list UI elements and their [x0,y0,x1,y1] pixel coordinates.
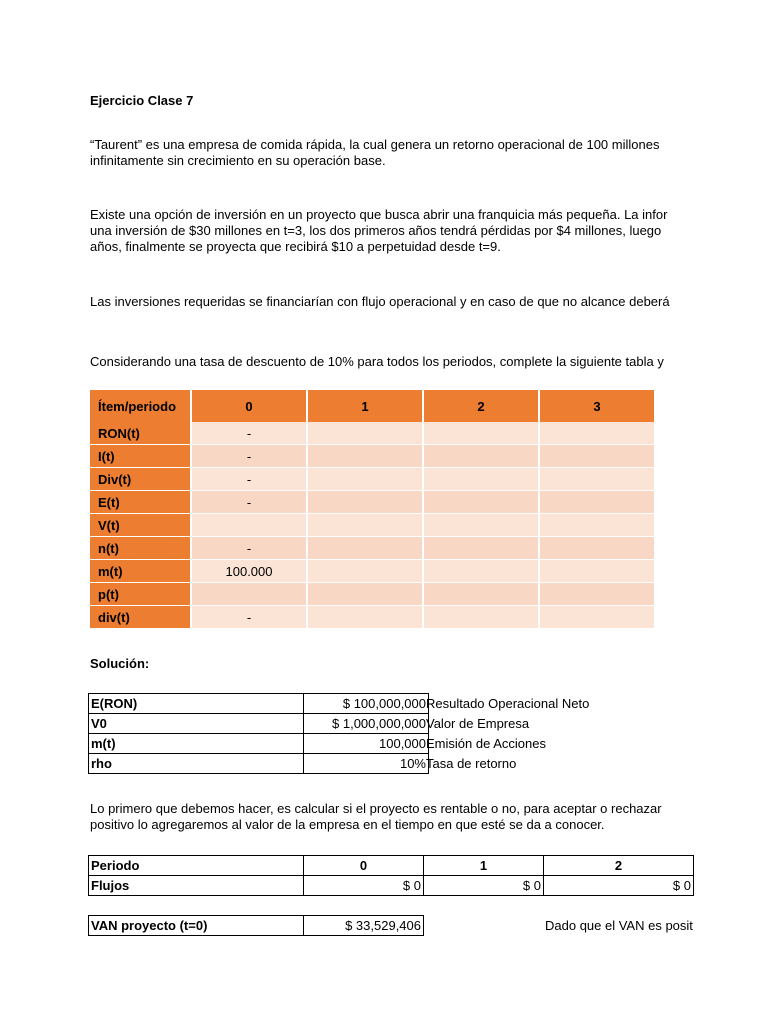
paragraph-line: Considerando una tasa de descuento de 10% para todos los periodos, complete la siguiente tabla y [90,354,664,369]
cell: $ 0 [424,876,544,896]
table-row [90,468,656,491]
paragraph-line: Existe una opción de inversión en un proyecto que busca abrir una franquicia más pequeña. La infor [90,207,668,222]
row-label: m(t) [90,560,192,583]
header-cell: 0 [304,856,424,876]
cell [540,560,656,583]
table-row [89,876,694,896]
param-label: m(t) [89,734,304,754]
paragraph-line: años, finalmente se proyecta que recibirá $10 a perpetuidad desde t=9. [90,239,501,254]
table-header-row [90,390,656,422]
header-cell: 2 [424,390,540,422]
cell [192,514,308,537]
header-cell: Periodo [89,856,304,876]
row-label: RON(t) [90,422,192,445]
paragraph-line: una inversión de $30 millones en t=3, los dos primeros años tendrá pérdidas por $4 millones, luego [90,223,662,238]
row-label: div(t) [90,606,192,629]
param-label: rho [89,754,304,774]
param-label: V0 [89,714,304,734]
cell [424,583,540,606]
cell [308,583,424,606]
row-label: Div(t) [90,468,192,491]
cell [540,583,656,606]
param-description: Tasa de retorno [426,756,517,771]
row-label: E(t) [90,491,192,514]
cell [424,606,540,629]
cell [308,422,424,445]
table-header-row [89,856,694,876]
van-value: $ 33,529,406 [304,916,424,936]
paragraph-line: positivo lo agregaremos al valor de la empresa en el tiempo en que esté se da a conocer. [90,817,605,832]
table-row [90,445,656,468]
table-row [90,491,656,514]
document-title: Ejercicio Clase 7 [90,93,194,108]
row-label: n(t) [90,537,192,560]
cell [308,514,424,537]
table-row [89,714,429,734]
cell [540,422,656,445]
solution-label: Solución: [90,656,150,671]
cell [424,491,540,514]
table-row [89,734,429,754]
cell: - [192,422,308,445]
cell [540,537,656,560]
cell [308,560,424,583]
param-value: 10% [304,754,429,774]
cell [540,606,656,629]
cell [308,468,424,491]
paragraph-line: infinitamente sin crecimiento en su operación base. [90,153,386,168]
param-value: $ 100,000,000 [304,694,429,714]
cell: - [192,491,308,514]
params-table [88,693,429,774]
table-row [89,916,424,936]
table-row [90,560,656,583]
row-label: V(t) [90,514,192,537]
cell [424,560,540,583]
table-row [89,694,429,714]
param-value: $ 1,000,000,000 [304,714,429,734]
cell [540,514,656,537]
header-cell: 0 [192,390,308,422]
paragraph-line: Las inversiones requeridas se financiarían con flujo operacional y en caso de que no alcance deberá [90,294,670,309]
header-cell: 1 [308,390,424,422]
cell [308,491,424,514]
table-row [90,537,656,560]
cell: $ 0 [544,876,694,896]
van-note: Dado que el VAN es posit [545,918,693,933]
cell [424,445,540,468]
cell: - [192,537,308,560]
table-row [89,754,429,774]
paragraph-line: Lo primero que debemos hacer, es calcular si el proyecto es rentable o no, para aceptar o rechazar [90,801,662,816]
header-cell: Ítem/periodo [90,390,192,422]
cell [192,583,308,606]
param-value: 100,000 [304,734,429,754]
row-label: Flujos [89,876,304,896]
cell: - [192,606,308,629]
table-row [90,514,656,537]
param-description: Emisión de Acciones [426,736,546,751]
header-cell: 2 [544,856,694,876]
cell [540,491,656,514]
param-label: E(RON) [89,694,304,714]
cell: - [192,468,308,491]
table-row [90,583,656,606]
cell [308,606,424,629]
van-table [88,915,424,936]
cell [540,468,656,491]
period-table [90,390,656,629]
cell: 100.000 [192,560,308,583]
cell [540,445,656,468]
cell [424,422,540,445]
paragraph-line: “Taurent” es una empresa de comida rápida, la cual genera un retorno operacional de 100 millones [90,137,660,152]
row-label: p(t) [90,583,192,606]
param-description: Resultado Operacional Neto [426,696,590,711]
row-label: I(t) [90,445,192,468]
van-label: VAN proyecto (t=0) [89,916,304,936]
cell [424,468,540,491]
param-description: Valor de Empresa [426,716,530,731]
table-row [90,606,656,629]
cell [424,514,540,537]
flows-table [88,855,694,896]
cell: $ 0 [304,876,424,896]
header-cell: 3 [540,390,656,422]
cell [308,445,424,468]
cell: - [192,445,308,468]
cell [308,537,424,560]
table-row [90,422,656,445]
header-cell: 1 [424,856,544,876]
cell [424,537,540,560]
